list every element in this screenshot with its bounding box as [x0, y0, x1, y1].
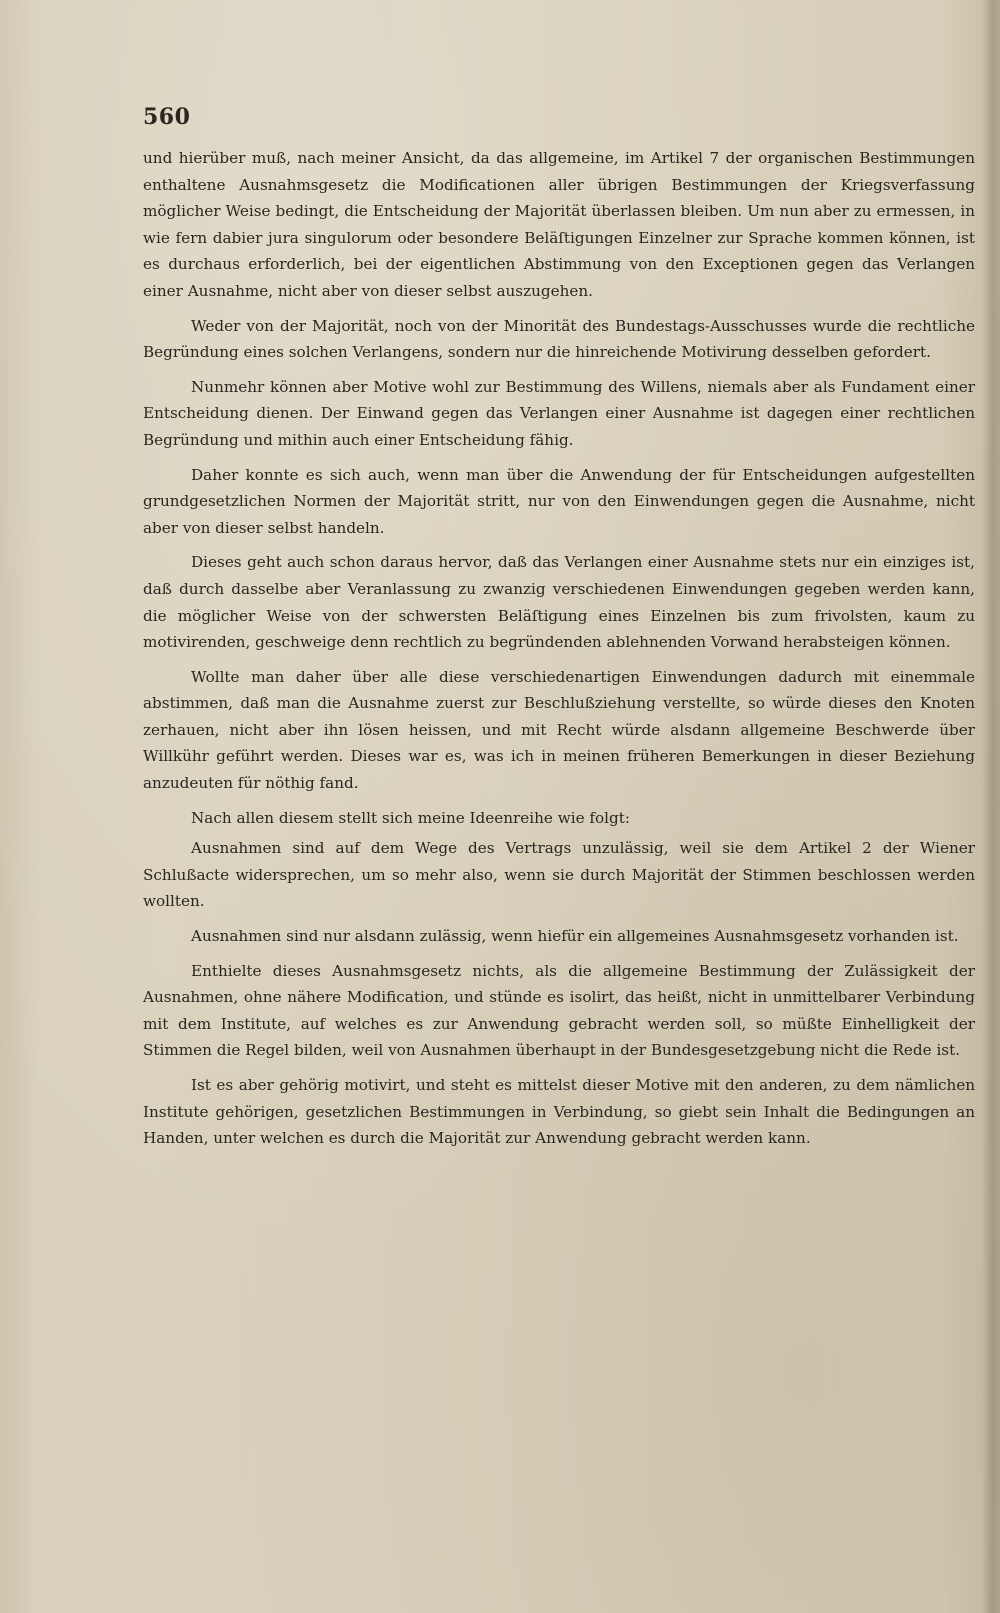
paragraph-9: Ausnahmen sind nur alsdann zulässig, wenn hiefür ein allgemeines Ausnahmsgesetz vorhanden ist. [191, 927, 959, 946]
paragraph-4: Daher konnte es sich auch, wenn man über die Anwendung der für Entscheidungen aufgestellten grundgesetzlichen Normen der Majorität stritt, nur von den Einwendungen gegen die Ausnahme, nicht aber von dieser selbst handeln. [143, 465, 975, 537]
paragraph-10: Enthielte dieses Ausnahmsgesetz nichts, als die allgemeine Bestimmung der Zulässigkeit der Ausnahmen, ohne nähere Modification, und stünde es isolirt, das heißt, nicht in unmittelbarer Verbindung mit dem Institute, auf welches es zur Anwendung gebracht werden soll, so müßte Einhelligkeit der Stimmen die Regel bilden, weil von Ausnahmen überhaupt in der Bundesgesetzgebung nicht die Rede ist. [143, 961, 975, 1060]
paragraph-11: Ist es aber gehörig motivirt, und steht es mittelst dieser Motive mit den anderen, zu dem nämlichen Institute gehörigen, gesetzlichen Bestimmungen in Verbindung, so giebt sein Inhalt die Bedingungen an Handen, unter welchen es durch die Majorität zur Anwendung gebracht werden kann. [143, 1076, 975, 1148]
body-text [143, 145, 975, 1160]
paragraph-3: Nunmehr können aber Motive wohl zur Bestimmung des Willens, niemals aber als Fundament einer Entscheidung dienen. Der Einwand gegen das Verlangen einer Ausnahme ist dagegen einer rechtlichen Begründung und mithin auch einer Entscheidung fähig. [143, 377, 975, 449]
paragraph-2: Weder von der Majorität, noch von der Minorität des Bundestags-Ausschusses wurde die rechtliche Begründung eines solchen Verlangens, sondern nur die hinreichende Motivirung desselben gefordert. [143, 316, 975, 362]
paragraph-1: und hierüber muß, nach meiner Ansicht, da das allgemeine, im Artikel 7 der organischen Bestimmungen enthaltene Ausnahmsgesetz die Modificationen aller übrigen Bestimmungen der Kriegsverfassung möglicher Weise bedingt, die Entscheidung der Majorität überlassen bleiben. Um nun aber zu ermessen, in wie fern dabier jura singulorum oder besondere Beläſtigungen Einzelner zur Sprache kommen können, ist es durchaus erforderlich, bei der eigentlichen Abstimmung von den Exceptionen gegen das Verlangen einer Ausnahme, nicht aber von dieser selbst auszugehen. [143, 149, 975, 300]
paragraph-5: Dieses geht auch schon daraus hervor, daß das Verlangen einer Ausnahme stets nur ein einziges ist, daß durch dasselbe aber Veranlassung zu zwanzig verschiedenen Einwendungen gegeben werden kann, die möglicher Weise von der schwersten Beläſtigung eines Einzelnen bis zum frivolsten, kaum zu motivirenden, geschweige denn rechtlich zu begründenden ablehnenden Vorwand herabsteigen können. [143, 553, 975, 652]
page-number: 560 [143, 104, 191, 130]
paragraph-7: Nach allen diesem stellt sich meine Ideenreihe wie folgt: [191, 808, 630, 827]
paragraph-8: Ausnahmen sind auf dem Wege des Vertrags unzulässig, weil sie dem Artikel 2 der Wiener Schlußacte widersprechen, um so mehr also, wenn sie durch Majorität der Stimmen beschlossen werden wollten. [143, 839, 975, 911]
paragraph-6: Wollte man daher über alle diese verschiedenartigen Einwendungen dadurch mit einemmale abstimmen, daß man die Ausnahme zuerst zur Beschlußziehung verstellte, so würde dieses den Knoten zerhauen, nicht aber ihn lösen heissen, und mit Recht würde alsdann allgemeine Beschwerde über Willkühr geführt werden. Dieses war es, was ich in meinen früheren Bemerkungen in dieser Beziehung anzudeuten für nöthig fand. [143, 667, 975, 793]
page-edge-shadow [982, 0, 1000, 1613]
